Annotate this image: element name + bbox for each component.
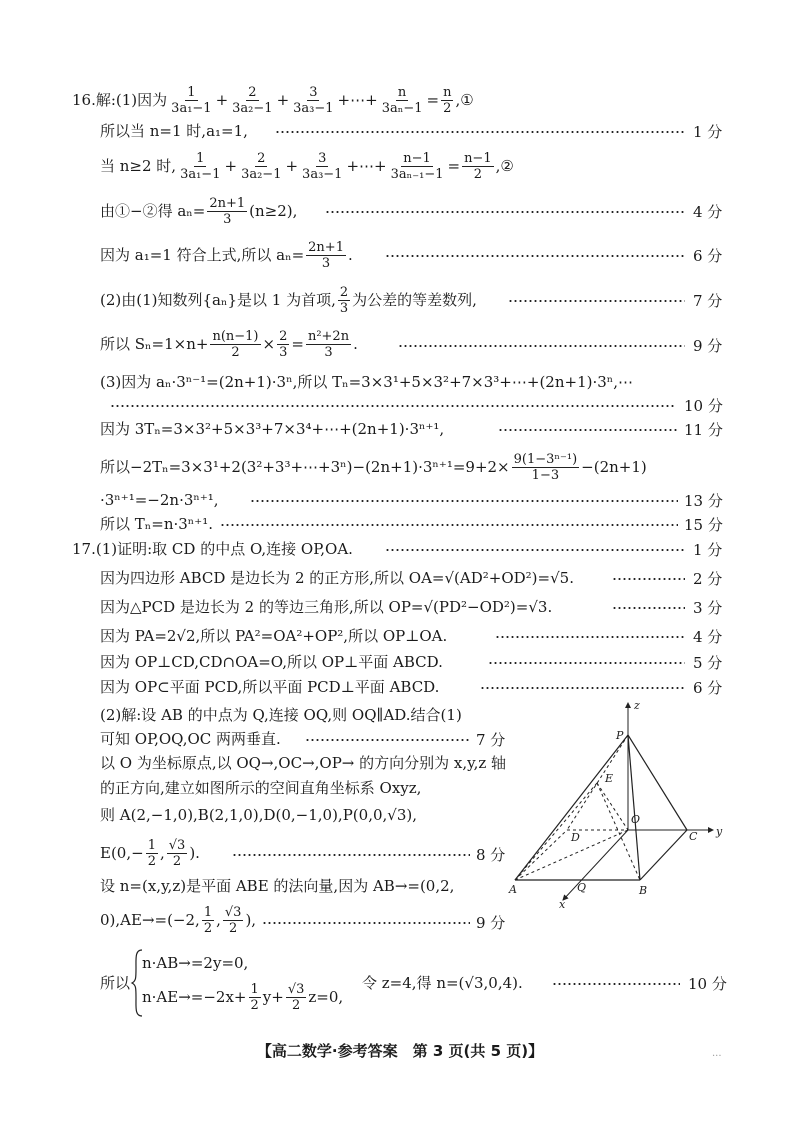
fraction: $\frac{n}{\text{3aₙ−1}}$ bbox=[381, 84, 423, 116]
q16-line-2: 所以当 n=1 时,a₁=1, bbox=[100, 122, 248, 140]
q16-line-10: 因为 3Tₙ=3×3²+5×3³+7×3⁴+⋯+(2n+1)·3ⁿ⁺¹, bbox=[100, 420, 445, 438]
q17-line-12: E(0,− $\frac{1}{2}$ , $\frac{√3}{2}$ ). bbox=[100, 837, 200, 869]
fraction: $\frac{1}{2}$ bbox=[203, 904, 213, 936]
fraction: $\frac{1}{\text{3a₁−1}}$ bbox=[171, 84, 212, 116]
fraction: $\frac{√3}{2}$ bbox=[287, 981, 305, 1013]
leader-dots bbox=[305, 739, 470, 741]
q17-line-2: 因为四边形 ABCD 是边长为 2 的正方形,所以 OA=√(AD²+OD²)=√5. bbox=[100, 569, 574, 587]
leader-dots bbox=[385, 549, 685, 551]
leader-dots bbox=[612, 578, 685, 580]
leader-dots bbox=[385, 255, 685, 257]
score: 4 分 bbox=[693, 203, 723, 221]
fraction: $\frac{2n+1}{3}$ bbox=[209, 195, 246, 227]
fraction: $\frac{n}{2}$ bbox=[443, 84, 452, 116]
label-x: x bbox=[559, 898, 566, 910]
q17-line-7: (2)解:设 AB 的中点为 Q,连接 OQ,则 OQ∥AD.结合(1) bbox=[100, 706, 462, 724]
q17-line-6: 因为 OP⊂平面 PCD,所以平面 PCD⊥平面 ABCD. bbox=[100, 678, 440, 696]
fraction: $\frac{n(n-1)}{2}$ bbox=[212, 328, 259, 360]
score: 7 分 bbox=[693, 292, 723, 310]
label-a: A bbox=[509, 883, 517, 896]
label-e: E bbox=[605, 772, 614, 785]
score: 15 分 bbox=[684, 516, 723, 534]
score: 10 分 bbox=[688, 975, 727, 993]
label-z: z bbox=[634, 699, 640, 712]
leader-dots bbox=[552, 983, 680, 985]
q16-line-13: 所以 Tₙ=n·3ⁿ⁺¹. bbox=[100, 515, 213, 533]
fraction: $\frac{2n+1}{3}$ bbox=[308, 239, 344, 271]
score: 8 分 bbox=[476, 846, 506, 864]
leader-dots bbox=[488, 662, 685, 664]
fraction: $\frac{√3}{2}$ bbox=[224, 904, 242, 936]
fraction: $\frac{\text{9(1−3ⁿ⁻¹)}}{1-3}$ bbox=[513, 451, 578, 483]
page-mark: ... bbox=[712, 1048, 722, 1059]
q17-line-13: 设 n=(x,y,z)是平面 ABE 的法向量,因为 AB→=(0,2, bbox=[100, 877, 455, 895]
pyramid-figure bbox=[505, 695, 735, 910]
q17-line-4: 因为 PA=2√2,所以 PA²=OA²+OP²,所以 OP⊥OA. bbox=[100, 627, 448, 645]
leader-dots bbox=[250, 500, 678, 502]
leader-dots bbox=[232, 854, 470, 856]
leader-dots bbox=[612, 607, 685, 609]
q17-system-label: 所以 bbox=[100, 974, 131, 992]
q16-line-12: ·3ⁿ⁺¹=−2n·3ⁿ⁺¹, bbox=[100, 491, 219, 509]
fraction: $\frac{1}{2}$ bbox=[147, 837, 156, 869]
q17-line-1: 17.(1)证明:取 CD 的中点 O,连接 OP,OA. bbox=[72, 540, 353, 558]
q16-line-7: 所以 Sₙ=1×n+ $\frac{n(n-1)}{2}$ × $\frac{2}{3}$ = $\frac{\text{n²+2n}}{3}$ . bbox=[100, 328, 358, 360]
leader-dots bbox=[220, 524, 678, 526]
leader-dots bbox=[110, 405, 675, 407]
fraction: $\frac{1}{2}$ bbox=[250, 981, 259, 1013]
score: 10 分 bbox=[684, 397, 723, 415]
leader-dots bbox=[495, 636, 685, 638]
q16-line-8: (3)因为 aₙ·3ⁿ⁻¹=(2n+1)·3ⁿ,所以 Tₙ=3×3¹+5×3²+7×3³+⋯+(2n+1)·3ⁿ,⋯ bbox=[100, 373, 634, 391]
q17-line-11: 则 A(2,−1,0),B(2,1,0),D(0,−1,0),P(0,0,√3), bbox=[100, 806, 417, 824]
q16-line-5: 因为 a₁=1 符合上式,所以 aₙ= $\frac{2n+1}{3}$ . bbox=[100, 239, 353, 271]
fraction: $\frac{3}{\text{3a₃−1}}$ bbox=[293, 84, 334, 116]
leader-dots bbox=[508, 300, 685, 302]
score: 5 分 bbox=[693, 654, 723, 672]
label-b: B bbox=[639, 884, 648, 897]
fraction: $\frac{\text{n²+2n}}{3}$ bbox=[307, 328, 350, 360]
score: 9 分 bbox=[693, 337, 723, 355]
label-d: D bbox=[571, 831, 580, 844]
q17-line-10: 的正方向,建立如图所示的空间直角坐标系 Oxyz, bbox=[100, 779, 422, 797]
page-footer: 【高二数学·参考答案 第 3 页(共 5 页)】 bbox=[256, 1042, 544, 1060]
score: 3 分 bbox=[693, 599, 723, 617]
score: 7 分 bbox=[476, 731, 506, 749]
q16-line-4: 由①−②得 aₙ= $\frac{2n+1}{3}$ (n≥2), bbox=[100, 195, 298, 227]
score: 13 分 bbox=[684, 492, 723, 510]
score: 4 分 bbox=[693, 628, 723, 646]
score: 9 分 bbox=[476, 914, 506, 932]
leader-dots bbox=[398, 345, 685, 347]
score: 1 分 bbox=[693, 541, 723, 559]
fraction: $\frac{1}{\text{3a₁−1}}$ bbox=[180, 150, 221, 182]
score: 11 分 bbox=[684, 421, 723, 439]
q17-line-9: 以 O 为坐标原点,以 OQ→,OC→,OP→ 的方向分别为 x,y,z 轴 bbox=[100, 754, 507, 772]
score: 2 分 bbox=[693, 570, 723, 588]
q17-line-5: 因为 OP⊥CD,CD∩OA=O,所以 OP⊥平面 ABCD. bbox=[100, 653, 443, 671]
fraction: $\frac{2}{3}$ bbox=[279, 328, 288, 360]
leader-dots bbox=[325, 211, 685, 213]
leader-dots bbox=[498, 429, 678, 431]
leader-dots bbox=[262, 922, 470, 924]
leader-dots bbox=[275, 131, 685, 133]
fraction: $\frac{n-1}{\text{3aₙ₋₁−1}}$ bbox=[390, 150, 444, 182]
fraction: $\frac{√3}{2}$ bbox=[168, 837, 186, 869]
q17-line-14: 0),AE→=(−2, $\frac{1}{2}$ , $\frac{√3}{2}$ ), bbox=[100, 904, 257, 936]
q17-line-8: 可知 OP,OQ,OC 两两垂直. bbox=[100, 730, 281, 748]
score: 1 分 bbox=[693, 123, 723, 141]
q16-line-3: 当 n≥2 时, $\frac{1}{\text{3a₁−1}}$ + $\frac{2}{\text{3a₂−1}}$ + $\frac{3}{\text{3a₃−1}}$ +⋯+ $\frac{n-1}{\text{3aₙ₋₁−1}}$ = $\frac{n-1}{2}$ ,② bbox=[100, 150, 514, 182]
fraction: $\frac{n-1}{2}$ bbox=[464, 150, 492, 182]
q17-system-row-2: n·AE→=−2x+ $\frac{1}{2}$ y+ $\frac{√3}{2}$ z=0, bbox=[142, 981, 344, 1013]
leader-dots bbox=[480, 687, 685, 689]
label-o: O bbox=[631, 813, 641, 826]
q16-line-6: (2)由(1)知数列{aₙ}是以 1 为首项, $\frac{2}{3}$ 为公差的等差数列, bbox=[100, 284, 477, 316]
fraction: $\frac{2}{\text{3a₂−1}}$ bbox=[232, 84, 273, 116]
q17-line-3: 因为△PCD 是边长为 2 的等边三角形,所以 OP=√(PD²−OD²)=√3. bbox=[100, 598, 553, 616]
q17-system-row-1: n·AB→=2y=0, bbox=[142, 954, 249, 972]
label-c: C bbox=[689, 830, 698, 843]
fraction: $\frac{3}{\text{3a₃−1}}$ bbox=[302, 150, 343, 182]
q17-system-result: 令 z=4,得 n=(√3,0,4). bbox=[362, 974, 523, 992]
label-q: Q bbox=[577, 881, 587, 894]
fraction: $\frac{2}{\text{3a₂−1}}$ bbox=[241, 150, 282, 182]
q16-heading: 16.解:(1)因为 bbox=[72, 91, 168, 109]
label-p: P bbox=[616, 729, 624, 742]
q16-line-1: 16.解:(1)因为 $\frac{1}{\text{3a₁−1}}$ + $\frac{2}{\text{3a₂−1}}$ + $\frac{3}{\text{3a₃−1}}$ +⋯+ $\frac{n}{\text{3aₙ−1}}$ = $\frac{n}{2}$ ,① bbox=[72, 84, 474, 116]
score: 6 分 bbox=[693, 679, 723, 697]
label-y: y bbox=[716, 825, 723, 838]
score: 6 分 bbox=[693, 247, 723, 265]
q16-line-11: 所以−2Tₙ=3×3¹+2(3²+3³+⋯+3ⁿ)−(2n+1)·3ⁿ⁺¹=9+2× $\frac{\text{9(1−3ⁿ⁻¹)}}{1-3}$ −(2n+1) bbox=[100, 451, 647, 483]
fraction: $\frac{2}{3}$ bbox=[339, 284, 349, 316]
